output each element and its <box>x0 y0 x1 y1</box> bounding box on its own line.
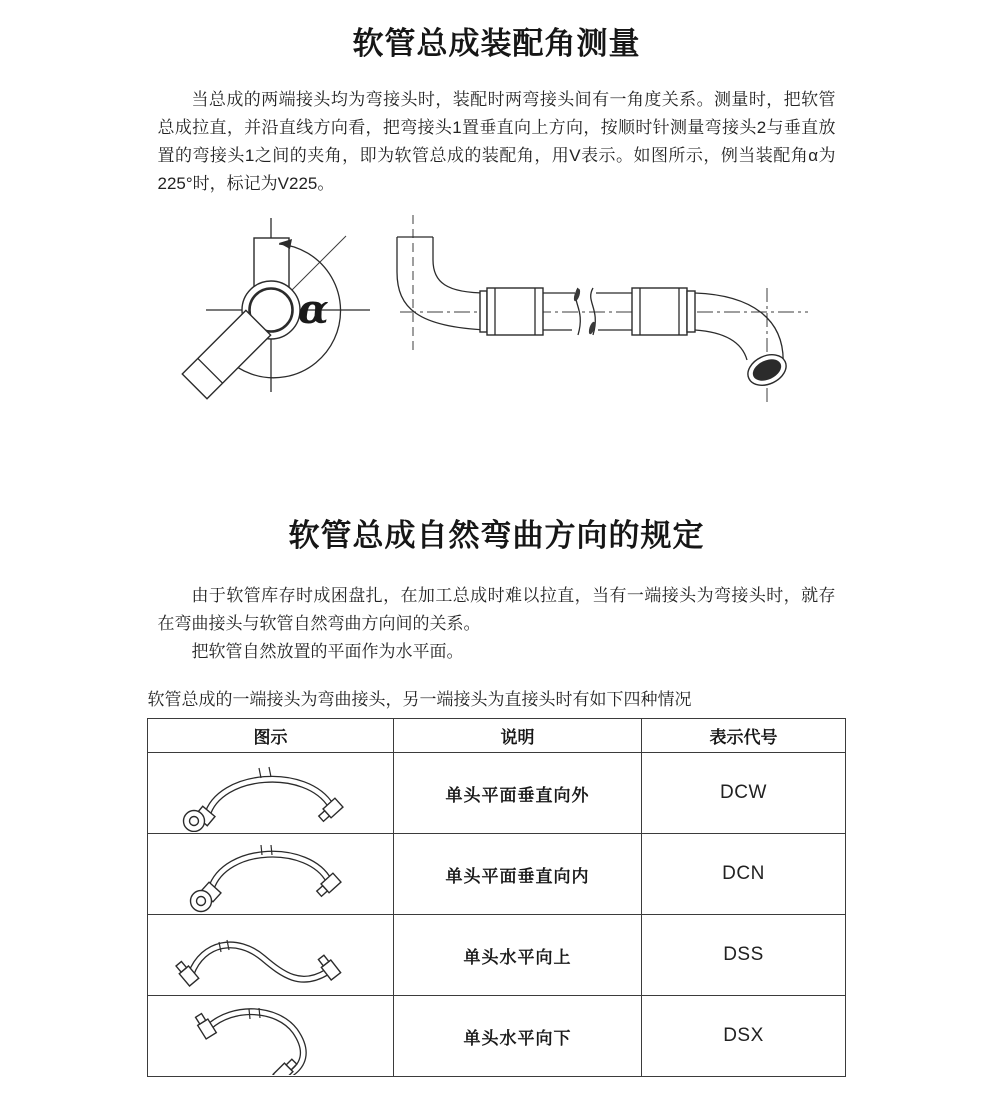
header-description: 说明 <box>394 719 642 753</box>
table-row <box>148 834 846 915</box>
ferrule2-collar <box>687 291 695 332</box>
elbow-inner-wall <box>433 237 487 293</box>
right-bend-inner-wall <box>695 330 747 360</box>
bend-direction-table <box>147 718 846 1077</box>
hose-illustration-dcw <box>161 754 381 832</box>
header-code: 表示代号 <box>642 719 846 753</box>
section2-paragraphs <box>158 582 836 666</box>
end-view-angle-diagram <box>168 210 398 410</box>
hose-illustration-dss <box>161 916 381 994</box>
row-description: 单头水平向下 <box>394 996 642 1077</box>
paragraph-text: 由于软管库存时成困盘扎，在加工总成时难以拉直，当有一端接头为弯接头时，就存在弯曲接头与软管自然弯曲方向间的关系。 <box>157 586 836 633</box>
hose-assembly-side-view-diagram <box>388 210 818 410</box>
break-hatch <box>573 288 582 302</box>
row-description: 单头平面垂直向内 <box>394 834 642 915</box>
section2-title: 软管总成自然弯曲方向的规定 <box>288 518 705 553</box>
table-intro-text: 软管总成的一端接头为弯曲接头，另一端接头为直接头时有如下四种情况 <box>147 690 692 709</box>
ferrule1-collar <box>480 291 487 332</box>
row-code: DSS <box>642 915 846 996</box>
row-description: 单头平面垂直向外 <box>394 753 642 834</box>
hose-illustration-dsx <box>161 997 381 1075</box>
elbow-fitting-2 <box>182 310 270 398</box>
table-row <box>148 996 846 1077</box>
table-header-row <box>148 719 846 753</box>
header-illustration: 图示 <box>148 719 394 753</box>
row-code: DCN <box>642 834 846 915</box>
assembly-angle-diagrams <box>0 210 993 410</box>
paragraph-text: 当总成的两端接头均为弯接头时，装配时两弯接头间有一角度关系。测量时，把软管总成拉直，并沿直线方向看，把弯接头1置垂直向上方向，按顺时针测量弯接头2与垂直放置的弯接头1之间的夹角，即为软管总成的装配角，用V表示。如图所示，例当装配角α为225°时，标记为V225。 <box>157 90 836 193</box>
row-code: DCW <box>642 753 846 834</box>
row-description: 单头水平向上 <box>394 915 642 996</box>
hose-illustration-dcn <box>161 835 381 913</box>
row-code: DSX <box>642 996 846 1077</box>
table-row <box>148 753 846 834</box>
alpha-angle-label: α <box>298 286 329 333</box>
section1-title: 软管总成装配角测量 <box>352 26 641 61</box>
paragraph-text: 把软管自然放置的平面作为水平面。 <box>191 642 464 661</box>
table-row <box>148 915 846 996</box>
section1-paragraph <box>158 86 836 198</box>
